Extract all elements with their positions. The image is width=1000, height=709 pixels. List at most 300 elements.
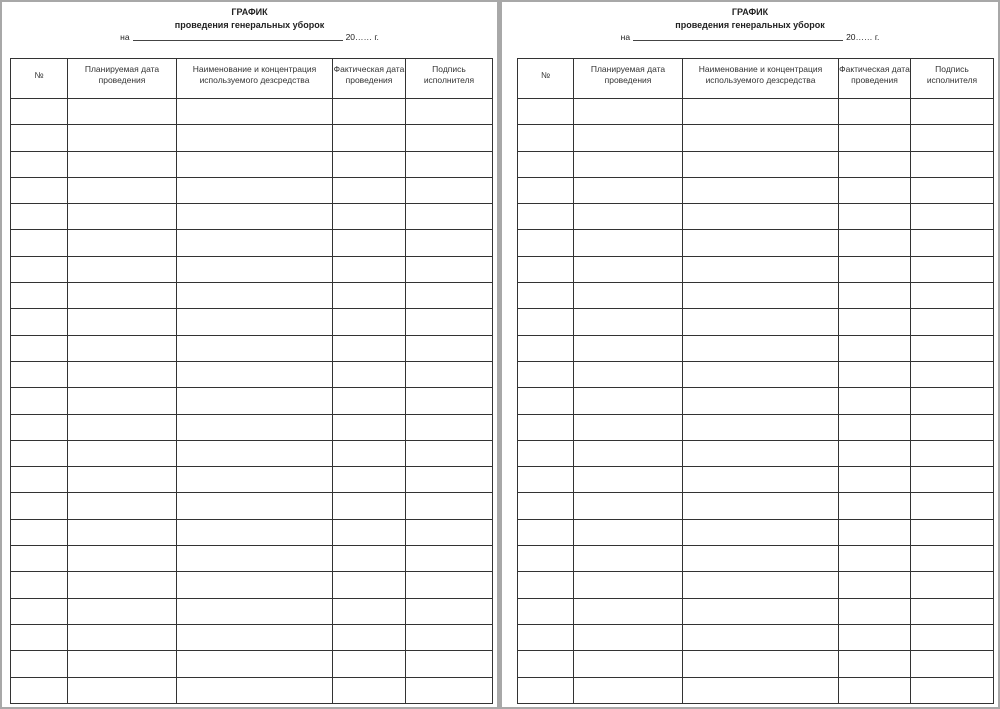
cell-number[interactable] <box>518 309 574 335</box>
date-prefix: на <box>120 32 130 42</box>
cell-signature[interactable] <box>911 388 994 414</box>
cell-number[interactable] <box>11 572 68 598</box>
cell-signature[interactable] <box>406 309 493 335</box>
cell-actual-date[interactable] <box>839 572 911 598</box>
cell-disinfectant[interactable] <box>177 414 333 440</box>
table-row <box>518 493 994 519</box>
cell-planned-date[interactable] <box>68 309 177 335</box>
cell-signature[interactable] <box>406 651 493 677</box>
schedule-title: ГРАФИК <box>231 7 268 17</box>
cell-signature[interactable] <box>911 256 994 282</box>
cell-number[interactable] <box>518 493 574 519</box>
cell-actual-date[interactable] <box>839 414 911 440</box>
table-row <box>11 230 493 256</box>
cell-number[interactable] <box>11 151 68 177</box>
table-row <box>518 519 994 545</box>
cell-number[interactable] <box>11 546 68 572</box>
cell-signature[interactable] <box>406 335 493 361</box>
cell-signature[interactable] <box>406 624 493 650</box>
cell-number[interactable] <box>11 99 68 125</box>
cell-signature[interactable] <box>406 440 493 466</box>
table-row <box>11 309 493 335</box>
column-header-number: № <box>11 59 68 99</box>
schedule-table <box>10 58 493 704</box>
cell-disinfectant[interactable] <box>177 572 333 598</box>
date-line <box>502 32 998 42</box>
cell-disinfectant[interactable] <box>177 177 333 203</box>
cell-disinfectant[interactable] <box>177 440 333 466</box>
cell-planned-date[interactable] <box>68 388 177 414</box>
cell-signature[interactable] <box>911 125 994 151</box>
date-blank-field[interactable] <box>633 39 843 41</box>
cell-disinfectant[interactable] <box>683 624 839 650</box>
table-row <box>518 204 994 230</box>
cell-planned-date[interactable] <box>574 309 683 335</box>
cell-number[interactable] <box>11 467 68 493</box>
cell-number[interactable] <box>518 151 574 177</box>
table-row <box>11 256 493 282</box>
table-row <box>518 467 994 493</box>
table-row <box>518 440 994 466</box>
cell-actual-date[interactable] <box>839 467 911 493</box>
cell-actual-date[interactable] <box>333 414 406 440</box>
cell-signature[interactable] <box>911 624 994 650</box>
table-row <box>518 335 994 361</box>
cell-signature[interactable] <box>911 283 994 309</box>
cell-disinfectant[interactable] <box>177 125 333 151</box>
cell-signature[interactable] <box>406 361 493 387</box>
cell-number[interactable] <box>11 388 68 414</box>
cell-disinfectant[interactable] <box>683 361 839 387</box>
cell-disinfectant[interactable] <box>683 677 839 703</box>
cell-actual-date[interactable] <box>333 230 406 256</box>
table-row <box>11 519 493 545</box>
table-row <box>11 204 493 230</box>
table-row <box>518 256 994 282</box>
cell-disinfectant[interactable] <box>683 467 839 493</box>
cell-actual-date[interactable] <box>839 335 911 361</box>
cell-planned-date[interactable] <box>574 677 683 703</box>
cell-disinfectant[interactable] <box>683 414 839 440</box>
schedule-table <box>517 58 994 704</box>
cell-disinfectant[interactable] <box>683 572 839 598</box>
cell-planned-date[interactable] <box>68 335 177 361</box>
cell-signature[interactable] <box>911 309 994 335</box>
table-row <box>11 493 493 519</box>
cell-planned-date[interactable] <box>574 204 683 230</box>
table-row <box>518 230 994 256</box>
cell-disinfectant[interactable] <box>683 493 839 519</box>
cell-number[interactable] <box>11 493 68 519</box>
table-body <box>11 99 493 704</box>
cell-planned-date[interactable] <box>68 493 177 519</box>
cell-signature[interactable] <box>911 572 994 598</box>
cell-disinfectant[interactable] <box>683 651 839 677</box>
column-header-planned-date: Планируемая дата проведения <box>574 59 683 99</box>
table-row <box>518 677 994 703</box>
cell-actual-date[interactable] <box>839 361 911 387</box>
schedule-subtitle: проведения генеральных уборок <box>675 20 825 30</box>
cell-planned-date[interactable] <box>574 493 683 519</box>
cell-disinfectant[interactable] <box>683 230 839 256</box>
table-row <box>518 361 994 387</box>
column-header-signature: Подпись исполнителя <box>911 59 994 99</box>
cell-disinfectant[interactable] <box>683 388 839 414</box>
column-header-disinfectant: Наименование и концентрация используемого дезсредства <box>683 59 839 99</box>
table-row <box>518 572 994 598</box>
cell-number[interactable] <box>11 440 68 466</box>
cell-number[interactable] <box>518 230 574 256</box>
cell-signature[interactable] <box>406 388 493 414</box>
cell-number[interactable] <box>11 361 68 387</box>
cell-signature[interactable] <box>406 467 493 493</box>
cell-planned-date[interactable] <box>574 414 683 440</box>
table-row <box>11 414 493 440</box>
table-row <box>11 177 493 203</box>
cell-actual-date[interactable] <box>839 493 911 519</box>
cell-actual-date[interactable] <box>839 624 911 650</box>
cell-number[interactable] <box>518 651 574 677</box>
schedule-subtitle: проведения генеральных уборок <box>174 20 325 30</box>
cell-actual-date[interactable] <box>333 388 406 414</box>
cell-number[interactable] <box>11 335 68 361</box>
cell-number[interactable] <box>518 361 574 387</box>
cell-number[interactable] <box>518 624 574 650</box>
cell-disinfectant[interactable] <box>177 598 333 624</box>
cell-actual-date[interactable] <box>333 99 406 125</box>
cell-planned-date[interactable] <box>68 519 177 545</box>
table-row <box>11 651 493 677</box>
cell-signature[interactable] <box>406 414 493 440</box>
table-row <box>518 309 994 335</box>
cell-actual-date[interactable] <box>333 493 406 519</box>
cell-planned-date[interactable] <box>574 651 683 677</box>
cell-disinfectant[interactable] <box>177 335 333 361</box>
table-row <box>11 361 493 387</box>
cell-planned-date[interactable] <box>574 572 683 598</box>
cell-planned-date[interactable] <box>68 467 177 493</box>
cell-signature[interactable] <box>406 256 493 282</box>
cell-disinfectant[interactable] <box>683 546 839 572</box>
table-row <box>518 177 994 203</box>
table-row <box>518 388 994 414</box>
table-row <box>518 125 994 151</box>
cell-planned-date[interactable] <box>574 335 683 361</box>
cell-disinfectant[interactable] <box>683 256 839 282</box>
cell-actual-date[interactable] <box>333 204 406 230</box>
cell-actual-date[interactable] <box>839 388 911 414</box>
cell-number[interactable] <box>518 546 574 572</box>
cell-signature[interactable] <box>406 204 493 230</box>
cell-disinfectant[interactable] <box>683 309 839 335</box>
column-header-disinfectant: Наименование и концентрация используемого дезсредства <box>177 59 333 99</box>
cell-signature[interactable] <box>406 572 493 598</box>
date-line <box>2 32 497 42</box>
cell-disinfectant[interactable] <box>177 204 333 230</box>
cell-number[interactable] <box>518 677 574 703</box>
cell-actual-date[interactable] <box>333 125 406 151</box>
cell-signature[interactable] <box>911 230 994 256</box>
cell-number[interactable] <box>518 414 574 440</box>
cell-disinfectant[interactable] <box>177 519 333 545</box>
cell-disinfectant[interactable] <box>177 467 333 493</box>
cell-planned-date[interactable] <box>68 414 177 440</box>
cell-disinfectant[interactable] <box>177 388 333 414</box>
cell-planned-date[interactable] <box>574 256 683 282</box>
table-row <box>518 598 994 624</box>
cell-planned-date[interactable] <box>68 99 177 125</box>
cell-signature[interactable] <box>911 598 994 624</box>
cell-disinfectant[interactable] <box>177 309 333 335</box>
cell-number[interactable] <box>518 519 574 545</box>
cell-planned-date[interactable] <box>574 361 683 387</box>
cell-number[interactable] <box>11 519 68 545</box>
column-header-actual-date: Фактическая дата проведения <box>839 59 911 99</box>
cell-planned-date[interactable] <box>68 283 177 309</box>
schedule-title: ГРАФИК <box>731 7 769 17</box>
cell-actual-date[interactable] <box>839 651 911 677</box>
cell-disinfectant[interactable] <box>177 99 333 125</box>
cell-planned-date[interactable] <box>574 151 683 177</box>
cell-planned-date[interactable] <box>574 230 683 256</box>
cell-actual-date[interactable] <box>839 204 911 230</box>
cell-actual-date[interactable] <box>333 572 406 598</box>
cell-number[interactable] <box>11 651 68 677</box>
date-suffix: 20…… г. <box>846 32 880 42</box>
cell-number[interactable] <box>11 125 68 151</box>
cell-planned-date[interactable] <box>68 177 177 203</box>
cell-actual-date[interactable] <box>839 230 911 256</box>
cell-number[interactable] <box>11 204 68 230</box>
cell-number[interactable] <box>11 309 68 335</box>
cell-disinfectant[interactable] <box>177 151 333 177</box>
cell-signature[interactable] <box>911 519 994 545</box>
cell-number[interactable] <box>11 283 68 309</box>
cell-actual-date[interactable] <box>839 546 911 572</box>
cell-signature[interactable] <box>406 230 493 256</box>
cell-actual-date[interactable] <box>839 151 911 177</box>
cell-number[interactable] <box>518 572 574 598</box>
table-row <box>518 283 994 309</box>
cell-disinfectant[interactable] <box>177 651 333 677</box>
cell-disinfectant[interactable] <box>177 493 333 519</box>
cell-number[interactable] <box>518 467 574 493</box>
cell-planned-date[interactable] <box>68 651 177 677</box>
table-row <box>11 151 493 177</box>
table-row <box>11 572 493 598</box>
cell-number[interactable] <box>518 99 574 125</box>
cell-number[interactable] <box>518 440 574 466</box>
cell-disinfectant[interactable] <box>177 546 333 572</box>
cell-planned-date[interactable] <box>574 598 683 624</box>
cell-signature[interactable] <box>406 283 493 309</box>
cell-actual-date[interactable] <box>839 309 911 335</box>
cell-planned-date[interactable] <box>68 440 177 466</box>
cell-actual-date[interactable] <box>333 361 406 387</box>
cell-actual-date[interactable] <box>839 677 911 703</box>
cell-disinfectant[interactable] <box>177 361 333 387</box>
table-row <box>11 99 493 125</box>
cell-disinfectant[interactable] <box>683 440 839 466</box>
cell-number[interactable] <box>518 598 574 624</box>
cell-disinfectant[interactable] <box>683 99 839 125</box>
cell-disinfectant[interactable] <box>683 598 839 624</box>
cell-planned-date[interactable] <box>574 388 683 414</box>
cell-signature[interactable] <box>406 493 493 519</box>
cell-signature[interactable] <box>406 519 493 545</box>
cell-disinfectant[interactable] <box>177 677 333 703</box>
column-header-signature: Подпись исполнителя <box>406 59 493 99</box>
cell-planned-date[interactable] <box>574 546 683 572</box>
cell-signature[interactable] <box>911 414 994 440</box>
cell-disinfectant[interactable] <box>683 283 839 309</box>
cell-actual-date[interactable] <box>333 624 406 650</box>
table-row <box>11 335 493 361</box>
cell-actual-date[interactable] <box>333 256 406 282</box>
cell-planned-date[interactable] <box>68 677 177 703</box>
cell-disinfectant[interactable] <box>683 151 839 177</box>
cell-disinfectant[interactable] <box>177 256 333 282</box>
cell-disinfectant[interactable] <box>683 335 839 361</box>
cell-signature[interactable] <box>911 361 994 387</box>
cell-signature[interactable] <box>911 99 994 125</box>
cell-number[interactable] <box>518 177 574 203</box>
cell-signature[interactable] <box>911 493 994 519</box>
cell-planned-date[interactable] <box>68 572 177 598</box>
table-row <box>518 151 994 177</box>
cell-actual-date[interactable] <box>333 440 406 466</box>
cell-planned-date[interactable] <box>574 440 683 466</box>
cell-number[interactable] <box>518 204 574 230</box>
cell-actual-date[interactable] <box>333 467 406 493</box>
cell-number[interactable] <box>518 256 574 282</box>
date-suffix: 20…… г. <box>345 32 379 42</box>
cell-actual-date[interactable] <box>839 125 911 151</box>
cell-number[interactable] <box>11 414 68 440</box>
table-row <box>11 598 493 624</box>
cell-number[interactable] <box>11 256 68 282</box>
cell-signature[interactable] <box>911 177 994 203</box>
cell-signature[interactable] <box>406 125 493 151</box>
cell-planned-date[interactable] <box>68 204 177 230</box>
cell-actual-date[interactable] <box>333 651 406 677</box>
cell-signature[interactable] <box>911 335 994 361</box>
cell-actual-date[interactable] <box>333 177 406 203</box>
column-header-actual-date: Фактическая дата проведения <box>333 59 406 99</box>
cell-disinfectant[interactable] <box>683 519 839 545</box>
cell-actual-date[interactable] <box>839 99 911 125</box>
cell-planned-date[interactable] <box>68 361 177 387</box>
cell-actual-date[interactable] <box>839 519 911 545</box>
table-row <box>11 624 493 650</box>
cell-signature[interactable] <box>406 546 493 572</box>
cell-disinfectant[interactable] <box>177 283 333 309</box>
cell-number[interactable] <box>11 598 68 624</box>
table-row <box>11 467 493 493</box>
cell-actual-date[interactable] <box>333 519 406 545</box>
cell-signature[interactable] <box>911 651 994 677</box>
cell-planned-date[interactable] <box>574 99 683 125</box>
cell-actual-date[interactable] <box>839 440 911 466</box>
cell-signature[interactable] <box>406 99 493 125</box>
cell-signature[interactable] <box>406 177 493 203</box>
cell-planned-date[interactable] <box>68 125 177 151</box>
cell-planned-date[interactable] <box>574 125 683 151</box>
cell-actual-date[interactable] <box>333 309 406 335</box>
cell-number[interactable] <box>518 283 574 309</box>
cell-disinfectant[interactable] <box>683 177 839 203</box>
page-right <box>502 2 998 707</box>
table-row <box>518 624 994 650</box>
table-row <box>518 414 994 440</box>
cell-planned-date[interactable] <box>68 546 177 572</box>
cell-actual-date[interactable] <box>839 283 911 309</box>
cell-number[interactable] <box>518 125 574 151</box>
cell-actual-date[interactable] <box>333 151 406 177</box>
cell-actual-date[interactable] <box>333 677 406 703</box>
cell-disinfectant[interactable] <box>177 624 333 650</box>
cell-signature[interactable] <box>911 467 994 493</box>
cell-actual-date[interactable] <box>333 335 406 361</box>
table-row <box>11 125 493 151</box>
cell-signature[interactable] <box>911 151 994 177</box>
table-row <box>11 283 493 309</box>
table-row <box>518 99 994 125</box>
date-blank-field[interactable] <box>133 39 343 41</box>
cell-signature[interactable] <box>911 546 994 572</box>
table-row <box>518 546 994 572</box>
cell-planned-date[interactable] <box>68 598 177 624</box>
cell-actual-date[interactable] <box>839 177 911 203</box>
cell-number[interactable] <box>11 677 68 703</box>
cell-number[interactable] <box>11 230 68 256</box>
cell-actual-date[interactable] <box>333 598 406 624</box>
cell-planned-date[interactable] <box>574 624 683 650</box>
cell-planned-date[interactable] <box>574 467 683 493</box>
cell-number[interactable] <box>518 335 574 361</box>
cell-actual-date[interactable] <box>333 546 406 572</box>
table-header-row <box>518 59 994 99</box>
cell-actual-date[interactable] <box>333 283 406 309</box>
cell-signature[interactable] <box>911 204 994 230</box>
table-row <box>11 546 493 572</box>
column-header-number: № <box>518 59 574 99</box>
cell-planned-date[interactable] <box>68 230 177 256</box>
cell-planned-date[interactable] <box>68 151 177 177</box>
table-row <box>11 677 493 703</box>
cell-actual-date[interactable] <box>839 256 911 282</box>
cell-signature[interactable] <box>911 677 994 703</box>
cell-planned-date[interactable] <box>574 177 683 203</box>
cell-disinfectant[interactable] <box>683 204 839 230</box>
cell-planned-date[interactable] <box>68 624 177 650</box>
cell-number[interactable] <box>518 388 574 414</box>
cell-number[interactable] <box>11 177 68 203</box>
cell-disinfectant[interactable] <box>683 125 839 151</box>
table-row <box>11 440 493 466</box>
cell-signature[interactable] <box>406 677 493 703</box>
cell-disinfectant[interactable] <box>177 230 333 256</box>
cell-signature[interactable] <box>406 151 493 177</box>
cell-number[interactable] <box>11 624 68 650</box>
cell-actual-date[interactable] <box>839 598 911 624</box>
cell-signature[interactable] <box>406 598 493 624</box>
cell-signature[interactable] <box>911 440 994 466</box>
date-prefix: на <box>620 32 631 42</box>
cell-planned-date[interactable] <box>68 256 177 282</box>
cell-planned-date[interactable] <box>574 519 683 545</box>
cell-planned-date[interactable] <box>574 283 683 309</box>
